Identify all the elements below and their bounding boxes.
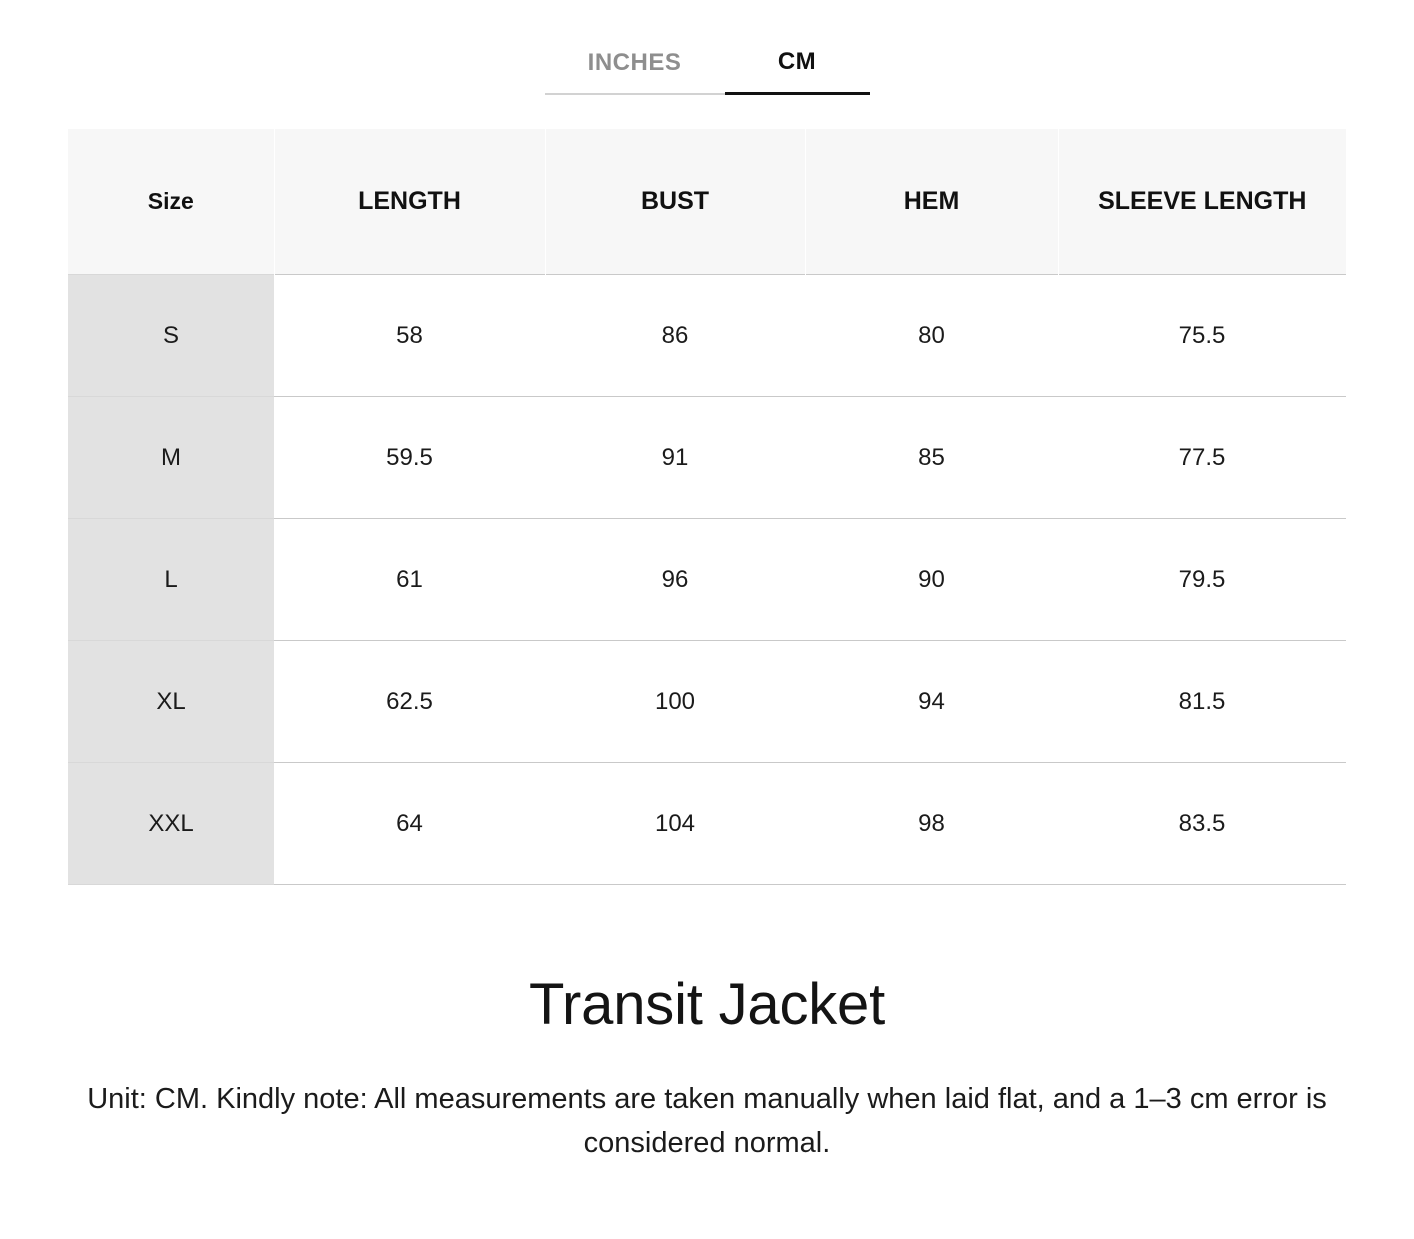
cell-size: S bbox=[68, 275, 274, 397]
cell-sleeve: 81.5 bbox=[1058, 641, 1346, 763]
cell-hem: 80 bbox=[805, 275, 1058, 397]
measurement-note: Unit: CM. Kindly note: All measurements are taken manually when laid flat, and a 1–3 cm error is considered normal. bbox=[87, 1083, 1327, 1159]
cell-length: 62.5 bbox=[274, 641, 545, 763]
cell-bust: 100 bbox=[545, 641, 805, 763]
column-header-hem: HEM bbox=[805, 129, 1058, 275]
cell-sleeve: 83.5 bbox=[1058, 763, 1346, 885]
column-header-size: Size bbox=[68, 129, 274, 275]
size-table-container bbox=[68, 129, 1346, 885]
cell-hem: 85 bbox=[805, 397, 1058, 519]
cell-length: 59.5 bbox=[274, 397, 545, 519]
table-row bbox=[68, 519, 1346, 641]
cell-hem: 98 bbox=[805, 763, 1058, 885]
cell-size: XXL bbox=[68, 763, 274, 885]
cell-bust: 104 bbox=[545, 763, 805, 885]
table-header bbox=[68, 129, 1346, 275]
table-header-row bbox=[68, 129, 1346, 275]
page-title: Transit Jacket bbox=[528, 972, 886, 1037]
column-header-length: LENGTH bbox=[274, 129, 545, 275]
cell-length: 64 bbox=[274, 763, 545, 885]
tab-inches[interactable] bbox=[545, 49, 725, 95]
table-row bbox=[68, 641, 1346, 763]
cell-length: 58 bbox=[274, 275, 545, 397]
table-body bbox=[68, 275, 1346, 885]
cell-size: L bbox=[68, 519, 274, 641]
cell-hem: 90 bbox=[805, 519, 1058, 641]
cell-length: 61 bbox=[274, 519, 545, 641]
tab-inches-label: INCHES bbox=[587, 49, 682, 76]
cell-sleeve: 79.5 bbox=[1058, 519, 1346, 641]
column-header-bust: BUST bbox=[545, 129, 805, 275]
size-table bbox=[68, 129, 1346, 885]
cell-sleeve: 75.5 bbox=[1058, 275, 1346, 397]
table-row bbox=[68, 763, 1346, 885]
cell-size: XL bbox=[68, 641, 274, 763]
tab-cm-label: CM bbox=[777, 48, 817, 75]
table-row bbox=[68, 397, 1346, 519]
cell-bust: 86 bbox=[545, 275, 805, 397]
cell-size: M bbox=[68, 397, 274, 519]
cell-bust: 96 bbox=[545, 519, 805, 641]
cell-bust: 91 bbox=[545, 397, 805, 519]
tab-cm[interactable] bbox=[725, 48, 870, 95]
table-row bbox=[68, 275, 1346, 397]
cell-hem: 94 bbox=[805, 641, 1058, 763]
column-header-sleeve-length: SLEEVE LENGTH bbox=[1058, 129, 1346, 275]
cell-sleeve: 77.5 bbox=[1058, 397, 1346, 519]
unit-toggle bbox=[0, 0, 1414, 95]
